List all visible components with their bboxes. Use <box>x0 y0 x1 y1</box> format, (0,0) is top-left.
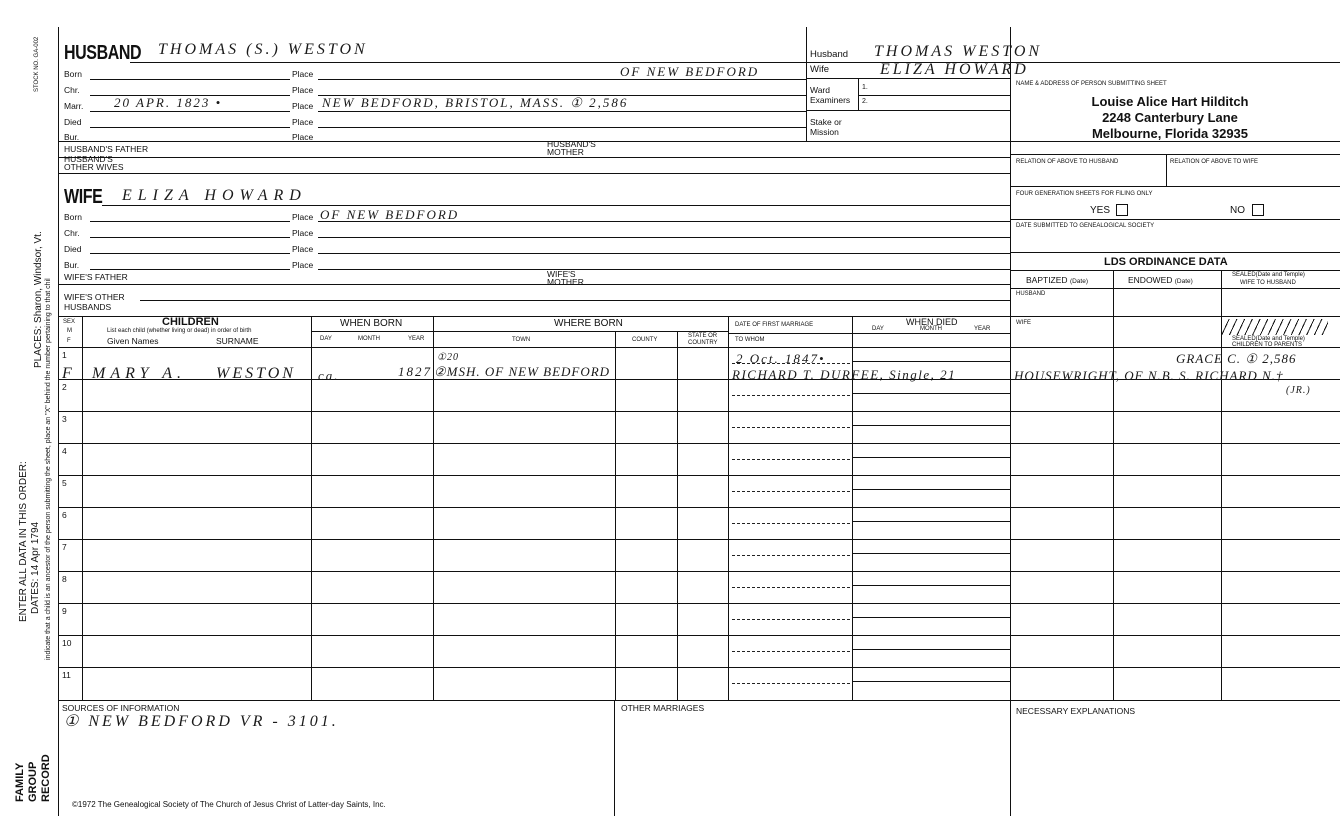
relation-wife-label: RELATION OF ABOVE TO WIFE <box>1170 159 1259 165</box>
row-number: 4 <box>62 446 67 456</box>
baptized-label: BAPTIZED (Date) <box>1026 275 1088 285</box>
date-submitted-label: DATE SUBMITTED TO GENEALOGICAL SOCIETY <box>1016 223 1155 229</box>
row-number: 11 <box>62 670 71 680</box>
husband-marr-label: Marr. <box>64 101 84 111</box>
child1-town-top[interactable]: ①20 <box>437 352 459 363</box>
marriage-dash <box>732 651 850 652</box>
wife-other-husbands-label: WIFE'S OTHER HUSBANDS <box>64 292 125 312</box>
died-line <box>852 617 1010 618</box>
born-month-label: MONTH <box>358 336 380 342</box>
died-month-label: MONTH <box>920 326 942 332</box>
state-label-1: STATE OR <box>688 333 718 339</box>
record-title-2: GROUP <box>27 761 39 802</box>
submitter-label: NAME & ADDRESS OF PERSON SUBMITTING SHEET <box>1016 81 1167 87</box>
wife-died-place-label: Place <box>292 244 314 254</box>
marriage-dash <box>732 587 850 588</box>
husband-marr-place-label: Place <box>292 101 314 111</box>
marriage-dash <box>732 555 850 556</box>
died-line <box>852 361 1010 362</box>
husband-chr-label: Chr. <box>64 85 80 95</box>
marriage-dash <box>732 427 850 428</box>
died-line <box>852 521 1010 522</box>
row-divider <box>58 539 1340 540</box>
examiner-1: 1. <box>862 84 868 91</box>
state-label-2: COUNTRY <box>688 340 718 346</box>
when-died-label: WHEN DIED <box>906 317 958 327</box>
child1-spouse[interactable]: RICHARD T. DURFEE, Single, 21 <box>732 367 957 382</box>
husband-name[interactable]: THOMAS (S.) WESTON <box>158 41 368 58</box>
died-line <box>852 681 1010 682</box>
sealed-child-label-1: SEALED(Date and Temple) <box>1232 336 1305 342</box>
husband-other-wives-label: HUSBAND'S OTHER WIVES <box>64 154 124 172</box>
marriage-dash <box>732 395 850 396</box>
no-label: NO <box>1230 205 1245 216</box>
stock-number: STOCK NO. GA-002 <box>34 36 40 92</box>
other-marriages-label: OTHER MARRIAGES <box>621 703 705 713</box>
header-wife-label: Wife <box>810 64 829 75</box>
ward-label: Ward <box>810 85 830 95</box>
died-line <box>852 649 1010 650</box>
child1-town[interactable]: ②MSH. OF NEW BEDFORD <box>434 364 611 379</box>
child1-given[interactable]: MARY A. <box>92 365 186 382</box>
died-line <box>852 553 1010 554</box>
died-day-label: DAY <box>872 326 884 332</box>
child1-day[interactable]: ca. <box>318 368 340 383</box>
mission-label: Mission <box>810 127 839 137</box>
husband-born-place-value[interactable]: OF NEW BEDFORD <box>620 64 760 79</box>
row-divider <box>58 571 1340 572</box>
child1-ord-note-1[interactable]: GRACE C. ① 2,586 <box>1176 351 1297 366</box>
lds-title: LDS ORDINANCE DATA <box>1104 256 1228 268</box>
row-number: 8 <box>62 574 67 584</box>
yes-checkbox[interactable] <box>1116 204 1128 216</box>
child1-ord-note-2[interactable]: HOUSEWRIGHT, OF N.B. S. RICHARD N.† <box>1014 368 1284 383</box>
to-whom-label: TO WHOM <box>735 337 765 343</box>
county-label: COUNTY <box>632 337 658 343</box>
sex-f-label: F <box>67 338 71 344</box>
submitter-city: Melbourne, Florida 32935 <box>1091 126 1249 141</box>
child1-surname[interactable]: WESTON <box>216 365 296 382</box>
ancestor-instruction: indicate that a child is an ancestor of the person submitting the sheet, place an "X" behind the number pertaining to that chil <box>45 278 52 660</box>
died-line <box>852 393 1010 394</box>
child1-ord-note-3[interactable]: (JR.) <box>1286 385 1311 396</box>
lds-husband-label: HUSBAND <box>1016 291 1046 297</box>
examiner-2: 2. <box>862 98 868 105</box>
wife-father-label: WIFE'S FATHER <box>64 272 128 282</box>
hatched-area <box>1222 319 1328 335</box>
yes-label: YES <box>1090 205 1111 216</box>
header-husband-value[interactable]: THOMAS WESTON <box>874 43 1043 60</box>
born-year-label: YEAR <box>408 336 425 342</box>
endowed-label: ENDOWED (Date) <box>1128 275 1193 285</box>
dates-instruction: DATES: 14 Apr 1794 <box>30 521 41 614</box>
wife-born-label: Born <box>64 212 82 222</box>
stake-label: Stake or <box>810 117 842 127</box>
husband-title: HUSBAND <box>64 42 142 64</box>
where-born-label: WHERE BORN <box>554 318 623 329</box>
husband-chr-place-label: Place <box>292 85 314 95</box>
row-divider <box>58 443 1340 444</box>
places-instruction: PLACES: Sharon, Windsor, Vt. <box>33 231 44 368</box>
header-husband-label: Husband <box>810 49 849 60</box>
died-line <box>852 457 1010 458</box>
record-title-1: FAMILY <box>14 762 26 802</box>
wife-born-place-value[interactable]: OF NEW BEDFORD <box>320 207 460 222</box>
husband-bur-place-label: Place <box>292 132 314 142</box>
husband-died-place-label: Place <box>292 117 314 127</box>
marriage-dash <box>732 619 850 620</box>
given-names-label: Given Names <box>107 336 159 346</box>
row-divider <box>58 411 1340 412</box>
husband-born-label: Born <box>64 69 82 79</box>
died-line <box>852 585 1010 586</box>
husband-father-label: HUSBAND'S FATHER <box>64 144 149 154</box>
marriage-dash <box>732 683 850 684</box>
row-divider <box>58 603 1340 604</box>
wife-chr-place-label: Place <box>292 228 314 238</box>
wife-chr-label: Chr. <box>64 228 80 238</box>
row-number: 10 <box>62 638 72 648</box>
row-divider <box>58 667 1340 668</box>
wife-died-label: Died <box>64 244 82 254</box>
died-year-label: YEAR <box>974 326 991 332</box>
husband-marr-value[interactable]: 20 APR. 1823 • <box>114 95 223 110</box>
children-subtitle: List each child (whether living or dead) in order of birth <box>107 328 252 334</box>
when-born-label: WHEN BORN <box>340 318 403 329</box>
surname-label: SURNAME <box>216 336 259 346</box>
town-label: TOWN <box>512 337 531 343</box>
explanations-label: NECESSARY EXPLANATIONS <box>1016 706 1136 716</box>
husband-bur-label: Bur. <box>64 132 80 142</box>
sealed-wife-label-2: WIFE TO HUSBAND <box>1240 280 1296 286</box>
child1-marriage-date[interactable]: 2 Oct. 1847• <box>736 351 826 366</box>
husband-mother-label: HUSBAND'S MOTHER <box>547 139 596 157</box>
wife-bur-label: Bur. <box>64 260 80 270</box>
wife-born-place-label: Place <box>292 212 314 222</box>
four-gen-label: FOUR GENERATION SHEETS FOR FILING ONLY <box>1016 191 1153 197</box>
husband-born-place-label: Place <box>292 69 314 79</box>
header-wife-value[interactable]: ELIZA HOWARD <box>880 61 1029 78</box>
born-day-label: DAY <box>320 336 332 342</box>
enter-data-instruction: ENTER ALL DATA IN THIS ORDER: <box>18 461 29 622</box>
row-number: 5 <box>62 478 67 488</box>
wife-mother-label: WIFE'S MOTHER <box>547 269 584 287</box>
sex-m-label: M <box>67 328 72 334</box>
row-number: 1 <box>62 350 67 360</box>
no-checkbox[interactable] <box>1252 204 1264 216</box>
row-number: 2 <box>62 382 67 392</box>
record-title-3: RECORD <box>40 754 52 802</box>
wife-name[interactable]: ELIZA HOWARD <box>122 187 307 204</box>
row-number: 6 <box>62 510 67 520</box>
row-number: 7 <box>62 542 67 552</box>
lds-wife-label: WIFE <box>1016 320 1031 326</box>
submitter-name: Louise Alice Hart Hilditch <box>1091 94 1249 109</box>
died-line <box>852 425 1010 426</box>
first-marriage-label: DATE OF FIRST MARRIAGE <box>735 322 814 328</box>
sealed-child-label-2: CHILDREN TO PARENTS <box>1232 342 1303 348</box>
submitter-street: 2248 Canterbury Lane <box>1102 110 1238 125</box>
copyright: ©1972 The Genealogical Society of The Church of Jesus Christ of Latter-day Saints, Inc. <box>72 800 386 809</box>
died-line <box>852 489 1010 490</box>
marriage-dash <box>732 491 850 492</box>
row-divider <box>58 635 1340 636</box>
child1-year[interactable]: 1827 <box>398 364 432 379</box>
sources-label: SOURCES OF INFORMATION <box>62 703 180 713</box>
sex-label: SEX <box>63 319 76 325</box>
wife-title: WIFE <box>64 186 103 208</box>
relation-husband-label: RELATION OF ABOVE TO HUSBAND <box>1016 159 1119 165</box>
row-divider <box>58 475 1340 476</box>
husband-marr-place-value[interactable]: NEW BEDFORD, BRISTOL, MASS. ① 2,586 <box>322 95 629 110</box>
examiners-label: Examiners <box>810 95 851 105</box>
husband-died-label: Died <box>64 117 82 127</box>
row-divider <box>58 507 1340 508</box>
child1-sex[interactable]: F <box>62 365 75 382</box>
marriage-dash <box>732 523 850 524</box>
marriage-dash <box>732 459 850 460</box>
children-title: CHILDREN <box>162 316 219 328</box>
row-number: 3 <box>62 414 67 424</box>
row-number: 9 <box>62 606 67 616</box>
sources-value[interactable]: ① NEW BEDFORD VR - 3101. <box>64 713 339 730</box>
sealed-wife-label-1: SEALED(Date and Temple) <box>1232 272 1305 278</box>
wife-bur-place-label: Place <box>292 260 314 270</box>
